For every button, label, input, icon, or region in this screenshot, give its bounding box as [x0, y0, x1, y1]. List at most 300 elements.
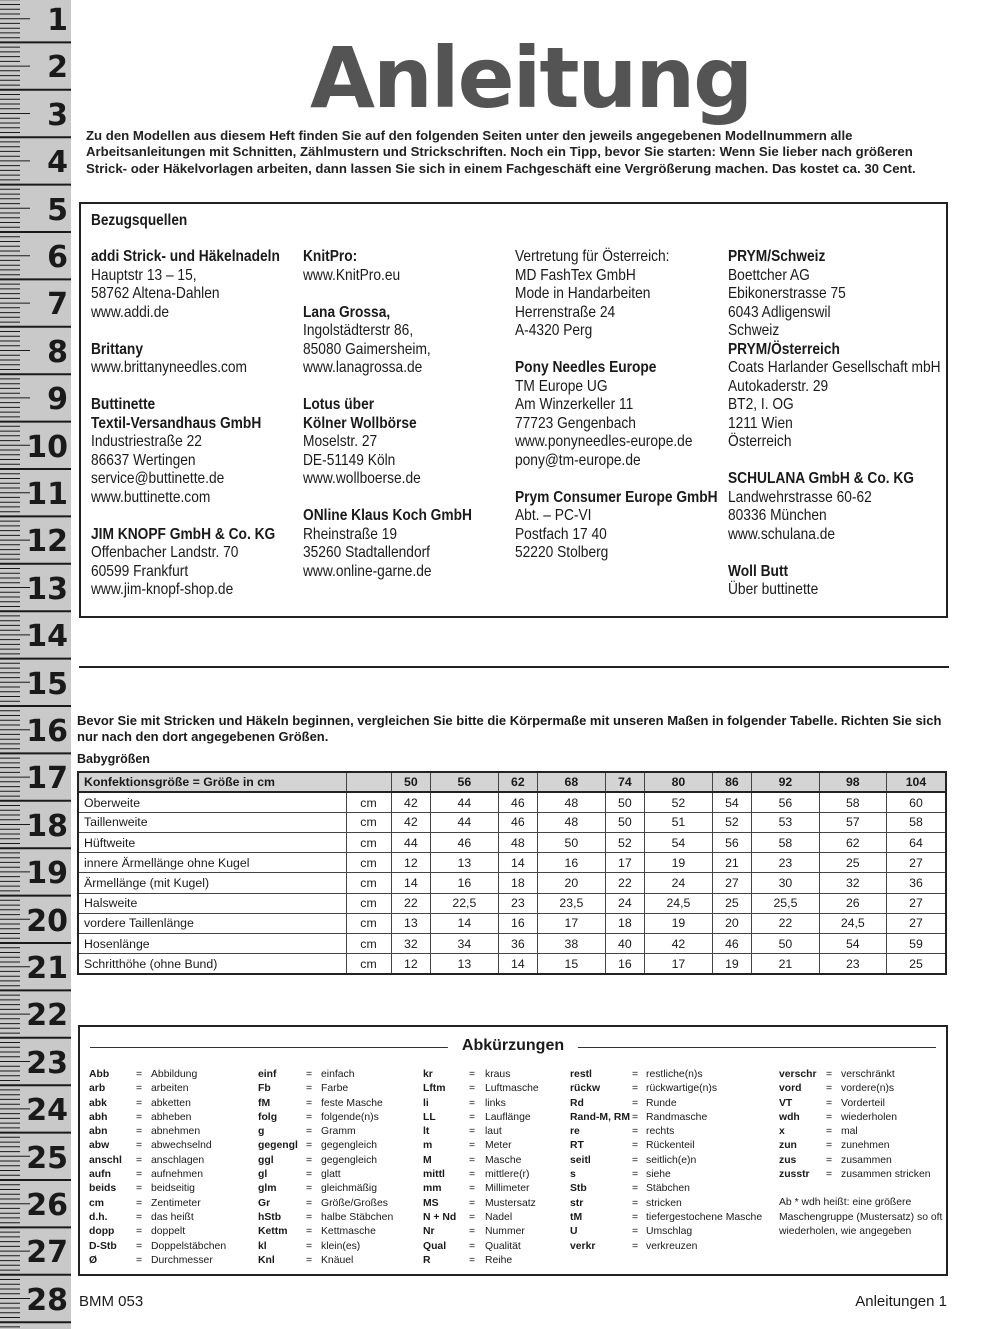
- measurement-value: 27: [886, 893, 946, 913]
- measurement-value: 23: [819, 954, 886, 974]
- abbreviation-equals: =: [826, 1140, 833, 1152]
- abbreviation-term: vord: [779, 1083, 802, 1095]
- abbreviation-equals: =: [632, 1097, 639, 1109]
- source-detail: Offenbacher Landstr. 70: [91, 544, 239, 561]
- abbreviation-equals: =: [632, 1226, 639, 1238]
- measurement-value: 19: [645, 913, 712, 933]
- measurement-value: 36: [886, 873, 946, 893]
- measurement-value: 56: [712, 833, 752, 853]
- abbreviation-equals: =: [632, 1169, 639, 1181]
- ruler-number: 19: [26, 856, 68, 892]
- abbreviation-equals: =: [136, 1097, 143, 1109]
- abbreviation-meaning: tiefergestochene Masche: [646, 1211, 763, 1223]
- abbreviation-term: rückw: [570, 1083, 601, 1095]
- abbreviation-meaning: verschränkt: [841, 1069, 895, 1080]
- abbreviation-equals: =: [826, 1083, 833, 1095]
- abbreviation-meaning: arbeiten: [151, 1083, 189, 1095]
- abbreviation-equals: =: [306, 1254, 313, 1266]
- source-detail: Postfach 17 40: [515, 525, 607, 543]
- measurement-value: 24: [605, 893, 645, 913]
- abbreviation-meaning: Farbe: [321, 1083, 349, 1095]
- measurement-value: 25: [712, 893, 752, 913]
- source-detail: www.lanagrossa.de: [303, 359, 423, 376]
- abbreviation-equals: =: [826, 1154, 833, 1166]
- measurement-value: 54: [819, 934, 886, 954]
- measurement-unit: cm: [346, 893, 391, 913]
- abbreviation-meaning: Reihe: [485, 1254, 513, 1266]
- abbreviation-meaning: laut: [485, 1126, 502, 1138]
- source-detail: BT2, I. OG: [728, 396, 794, 413]
- ruler-number: 7: [47, 287, 68, 323]
- measurement-value: 24,5: [645, 893, 712, 913]
- abbreviation-term: li: [423, 1097, 429, 1109]
- measurement-value: 46: [498, 812, 538, 832]
- measurement-value: 14: [498, 954, 538, 974]
- abbreviation-equals: =: [136, 1069, 143, 1080]
- abbreviation-meaning: abwechselnd: [151, 1140, 212, 1152]
- abbreviation-term: LL: [423, 1111, 436, 1123]
- abbreviation-meaning: seitlich(e)n: [646, 1154, 697, 1166]
- size-column-header: 56: [431, 772, 498, 792]
- abbreviation-equals: =: [469, 1126, 476, 1138]
- source-detail: www.wollboerse.de: [303, 470, 421, 487]
- measurement-value: 15: [538, 954, 605, 974]
- measurement-value: 14: [391, 873, 431, 893]
- abbreviation-meaning: verkreuzen: [646, 1240, 698, 1252]
- source-detail: service@buttinette.de: [91, 470, 225, 487]
- measurement-value: 48: [498, 833, 538, 853]
- abbreviation-term: restl: [570, 1069, 592, 1080]
- source-detail: Ingolstädterstr 86,: [303, 322, 414, 339]
- measurement-value: 58: [752, 833, 819, 853]
- abbreviation-meaning: Runde: [646, 1097, 677, 1109]
- measurement-value: 64: [886, 833, 946, 853]
- size-column-header: 50: [391, 772, 431, 792]
- list-item: [779, 1168, 949, 1182]
- abbreviation-term: glm: [258, 1183, 277, 1195]
- source-detail: TM Europe UG: [515, 377, 608, 395]
- abbreviation-meaning: rückwartige(n)s: [646, 1083, 718, 1095]
- abbreviations-box: [78, 1025, 948, 1276]
- abbreviation-equals: =: [632, 1069, 639, 1080]
- source-detail: 77723 Gengenbach: [515, 414, 636, 432]
- measurement-value: 25: [886, 954, 946, 974]
- abbreviation-meaning: stricken: [646, 1197, 682, 1209]
- abbreviation-meaning: gegengleich: [321, 1154, 378, 1166]
- abbreviation-meaning: Zentimeter: [151, 1197, 201, 1209]
- page-ruler: [0, 0, 71, 1329]
- abbreviation-equals: =: [469, 1140, 476, 1152]
- measurement-value: 32: [819, 873, 886, 893]
- abbreviation-term: gl: [258, 1169, 268, 1181]
- source-detail: 52220 Stolberg: [515, 544, 609, 561]
- source-detail: www.addi.de: [91, 303, 170, 321]
- ruler-number: 18: [26, 808, 68, 844]
- size-column-header: 62: [498, 772, 538, 792]
- abbreviation-equals: =: [826, 1069, 833, 1080]
- abbreviation-equals: =: [826, 1111, 833, 1123]
- table-row: [78, 873, 946, 893]
- table-row: [78, 833, 946, 853]
- abbreviation-equals: =: [306, 1211, 313, 1223]
- measurement-value: 16: [498, 913, 538, 933]
- measurement-value: 48: [538, 812, 605, 832]
- measurement-value: 42: [391, 812, 431, 832]
- measurement-value: 14: [431, 913, 498, 933]
- ruler-number: 12: [26, 524, 68, 560]
- measurement-value: 19: [645, 853, 712, 873]
- measurement-unit: cm: [346, 934, 391, 954]
- abbreviation-term: abh: [89, 1111, 108, 1123]
- table-row: [78, 913, 946, 933]
- source-detail: Schweiz: [728, 322, 780, 339]
- abbreviation-meaning: Masche: [485, 1154, 522, 1166]
- measurement-value: 22: [605, 873, 645, 893]
- list-item: [779, 1068, 949, 1082]
- abbreviation-term: M: [423, 1154, 432, 1166]
- size-column-header: 68: [538, 772, 605, 792]
- abbreviation-equals: =: [632, 1083, 639, 1095]
- size-table-header-label: Konfektionsgröße = Größe in cm: [78, 772, 346, 792]
- measurement-value: 14: [498, 853, 538, 873]
- abbreviation-equals: =: [306, 1126, 313, 1138]
- abbreviation-meaning: Nummer: [485, 1226, 525, 1238]
- measurement-value: 46: [498, 792, 538, 812]
- size-column-header: 74: [605, 772, 645, 792]
- measurement-value: 21: [752, 954, 819, 974]
- sources-heading: Bezugsquellen: [91, 212, 188, 229]
- measurement-value: 27: [886, 913, 946, 933]
- abbreviation-meaning: folgende(n)s: [321, 1111, 379, 1123]
- source-name: Textil-Versandhaus GmbH: [91, 414, 262, 432]
- abbreviation-term: mittl: [423, 1169, 445, 1181]
- measurement-label: vordere Taillenlänge: [78, 913, 346, 933]
- abbreviation-term: Lftm: [423, 1083, 446, 1095]
- sources-box: [79, 202, 948, 618]
- measurement-value: 16: [605, 954, 645, 974]
- source-detail: www.jim-knopf-shop.de: [91, 581, 234, 598]
- measurement-value: 52: [712, 812, 752, 832]
- source-entry: [728, 341, 968, 452]
- abbreviation-meaning: gegengleich: [321, 1140, 378, 1152]
- abbreviation-term: anschl: [89, 1154, 122, 1166]
- abbreviation-equals: =: [306, 1169, 313, 1181]
- abbreviation-term: m: [423, 1140, 433, 1152]
- abbreviation-equals: =: [632, 1140, 639, 1152]
- abbreviation-meaning: glatt: [321, 1169, 341, 1181]
- size-column-header: 86: [712, 772, 752, 792]
- abbreviation-meaning: Meter: [485, 1140, 512, 1152]
- abbreviation-meaning: einfach: [321, 1069, 355, 1080]
- abbreviation-term: lt: [423, 1126, 430, 1138]
- abbreviation-term: Fb: [258, 1083, 271, 1095]
- measurement-unit: cm: [346, 792, 391, 812]
- ruler-number: 14: [26, 619, 68, 655]
- measurement-value: 50: [752, 934, 819, 954]
- abbreviation-equals: =: [632, 1240, 639, 1252]
- ruler-number: 8: [47, 334, 68, 370]
- abbreviation-term: N + Nd: [423, 1211, 457, 1223]
- measurement-value: 32: [391, 934, 431, 954]
- list-item: [779, 1125, 949, 1139]
- intro-text: Zu den Modellen aus diesem Heft finden Sie auf den folgenden Seiten unter den jeweils angegebenen Modellnummern alle Arbeitsanleitungen mit Schnitten, Zählmustern und Strickschriften. Noch ein Tipp, bevor Sie starten: Wenn Sie lieber nach größeren Strick- oder Häkelvorlagen arbeiten, dann lassen Sie sich in einem Fachgeschäft eine Vergrößerung machen. Das kostet ca. 30 Cent.: [86, 128, 916, 176]
- abbreviation-meaning: Umschlag: [646, 1226, 693, 1238]
- source-detail: Hauptstr 13 – 15,: [91, 266, 197, 284]
- abbreviation-meaning: zusammen: [841, 1154, 892, 1166]
- size-column-header: 104: [886, 772, 946, 792]
- source-name: Kölner Wollbörse: [303, 414, 417, 432]
- measurement-value: 62: [819, 833, 886, 853]
- abbreviation-term: gegengl: [258, 1140, 298, 1152]
- measurement-value: 50: [605, 792, 645, 812]
- list-item: [779, 1097, 949, 1111]
- source-detail: Mode in Handarbeiten: [515, 285, 651, 302]
- abbreviation-term: mm: [423, 1183, 442, 1195]
- source-detail: Autokaderstr. 29: [728, 377, 829, 395]
- abbreviation-meaning: Rückenteil: [646, 1140, 695, 1152]
- source-detail: 1211 Wien: [728, 414, 793, 432]
- size-table-unit-header: [346, 772, 391, 792]
- abbreviation-meaning: Durchmesser: [151, 1254, 213, 1266]
- abbreviation-term: zus: [779, 1154, 797, 1166]
- abbreviation-meaning: mal: [841, 1126, 858, 1138]
- size-column-header: 80: [645, 772, 712, 792]
- source-name: PRYM/Schweiz: [728, 248, 826, 265]
- abbreviation-term: aufn: [89, 1169, 111, 1181]
- measurement-value: 17: [605, 853, 645, 873]
- source-detail: Moselstr. 27: [303, 433, 378, 450]
- table-row: [78, 853, 946, 873]
- measurement-value: 21: [712, 853, 752, 873]
- sources-column: [515, 248, 755, 581]
- abbreviation-term: str: [570, 1197, 584, 1209]
- source-entry: [728, 563, 968, 600]
- measurement-value: 50: [605, 812, 645, 832]
- measurement-value: 20: [538, 873, 605, 893]
- sources-column: [303, 248, 543, 600]
- measurement-value: 27: [886, 853, 946, 873]
- measurement-value: 18: [605, 913, 645, 933]
- sources-column: [728, 248, 968, 618]
- source-detail: 60599 Frankfurt: [91, 562, 189, 580]
- source-entry: [303, 396, 543, 489]
- measurement-label: Ärmellänge (mit Kugel): [78, 873, 346, 893]
- abbreviation-term: kl: [258, 1240, 267, 1252]
- abbreviation-equals: =: [306, 1197, 313, 1209]
- abbreviation-term: Qual: [423, 1240, 447, 1252]
- abbreviation-meaning: links: [485, 1097, 506, 1109]
- abbreviation-meaning: anschlagen: [151, 1154, 205, 1166]
- abbreviation-meaning: vordere(n)s: [841, 1083, 895, 1095]
- source-entry: [91, 341, 331, 378]
- ruler-number: 3: [47, 97, 68, 133]
- measurement-value: 53: [752, 812, 819, 832]
- abbreviation-equals: =: [469, 1154, 476, 1166]
- abbreviation-equals: =: [469, 1226, 476, 1238]
- source-detail: Am Winzerkeller 11: [515, 396, 634, 413]
- source-detail: 86637 Wertingen: [91, 451, 196, 469]
- measurement-value: 22: [391, 893, 431, 913]
- table-row: [78, 812, 946, 832]
- measurement-value: 12: [391, 954, 431, 974]
- abbreviation-meaning: Kettmasche: [321, 1226, 376, 1238]
- source-detail: Abt. – PC-VI: [515, 507, 592, 524]
- abbreviation-equals: =: [632, 1126, 639, 1138]
- measurement-value: 48: [538, 792, 605, 812]
- abbreviation-equals: =: [469, 1183, 476, 1195]
- ruler-number: 6: [47, 240, 68, 275]
- abbreviation-term: zun: [779, 1140, 797, 1152]
- source-entry: [303, 507, 543, 581]
- abbreviation-term: Ø: [89, 1254, 98, 1266]
- abbreviation-term: wdh: [779, 1111, 800, 1123]
- measurement-value: 20: [712, 913, 752, 933]
- source-detail: 85080 Gaimersheim,: [303, 340, 431, 358]
- table-row: [78, 893, 946, 913]
- abbreviation-meaning: aufnehmen: [151, 1169, 203, 1181]
- abbreviations-title: Abkürzungen: [448, 1037, 578, 1055]
- source-name: Buttinette: [91, 396, 156, 413]
- section-divider: [79, 666, 949, 668]
- size-intro-text: Bevor Sie mit Stricken und Häkeln beginnen, vergleichen Sie bitte die Körpermaße mit unseren Maßen in folgender Tabelle. Richten Sie sich nur nach den dort angegebenen Größen.: [77, 713, 942, 744]
- abbreviation-term: Nr: [423, 1226, 435, 1238]
- abbreviation-equals: =: [632, 1111, 639, 1123]
- abbreviation-term: x: [779, 1126, 785, 1138]
- source-detail: 80336 München: [728, 507, 827, 524]
- abbreviation-term: folg: [258, 1111, 278, 1123]
- source-entry: [91, 248, 331, 322]
- ruler-number: 26: [26, 1188, 68, 1223]
- abbreviation-meaning: Stäbchen: [646, 1183, 690, 1195]
- measurement-value: 25,5: [752, 893, 819, 913]
- abbreviation-equals: =: [632, 1197, 639, 1209]
- abbreviation-meaning: gleichmäßig: [321, 1183, 378, 1195]
- source-name: Lana Grossa,: [303, 303, 391, 321]
- abbreviation-meaning: Randmasche: [646, 1111, 708, 1123]
- source-detail: 6043 Adligenswil: [728, 303, 831, 321]
- abbreviation-term: hStb: [258, 1211, 282, 1223]
- ruler-number: 21: [26, 951, 68, 986]
- measurement-value: 58: [819, 792, 886, 812]
- abbreviation-equals: =: [136, 1197, 143, 1209]
- ruler-number: 2: [47, 50, 68, 86]
- source-detail: MD FashTex GmbH: [515, 266, 636, 284]
- source-detail: Vertretung für Österreich:: [515, 248, 670, 265]
- measurement-value: 23: [752, 853, 819, 873]
- measurement-value: 60: [886, 792, 946, 812]
- abbreviation-term: verkr: [570, 1240, 596, 1252]
- abbreviation-equals: =: [469, 1069, 476, 1080]
- source-name: SCHULANA GmbH & Co. KG: [728, 470, 915, 487]
- source-detail: Herrenstraße 24: [515, 303, 616, 321]
- source-detail: Österreich: [728, 433, 792, 450]
- measurement-label: Oberweite: [78, 792, 346, 812]
- measurement-value: 42: [391, 792, 431, 812]
- abbreviation-term: Kettm: [258, 1226, 288, 1238]
- list-item: [779, 1154, 949, 1168]
- measurement-label: Taillenweite: [78, 812, 346, 832]
- sources-column: [91, 248, 331, 618]
- source-detail: Boettcher AG: [728, 266, 810, 284]
- measurement-value: 57: [819, 812, 886, 832]
- measurement-value: 30: [752, 873, 819, 893]
- source-detail: pony@tm-europe.de: [515, 451, 641, 469]
- measurement-unit: cm: [346, 833, 391, 853]
- abbreviation-term: s: [570, 1169, 576, 1181]
- measurement-value: 17: [538, 913, 605, 933]
- abbreviation-term: arb: [89, 1083, 106, 1095]
- ruler-number: 24: [26, 1093, 68, 1129]
- list-item: [779, 1082, 949, 1096]
- abbreviation-meaning: siehe: [646, 1169, 671, 1181]
- ruler-number: 11: [26, 477, 68, 512]
- abbreviation-term: einf: [258, 1069, 277, 1080]
- abbreviation-meaning: Lauflänge: [485, 1111, 531, 1123]
- abbreviation-equals: =: [469, 1211, 476, 1223]
- measurement-unit: cm: [346, 812, 391, 832]
- abbreviation-equals: =: [632, 1211, 639, 1223]
- abbreviation-equals: =: [306, 1083, 313, 1095]
- source-detail: www.brittanyneedles.com: [91, 359, 248, 376]
- abbreviation-equals: =: [136, 1169, 143, 1181]
- abbreviation-equals: =: [469, 1083, 476, 1095]
- source-detail: www.online-garne.de: [303, 562, 432, 580]
- abbreviation-equals: =: [306, 1140, 313, 1152]
- abbreviation-meaning: Millimeter: [485, 1183, 530, 1195]
- source-detail: www.buttinette.com: [91, 488, 211, 506]
- abbreviation-meaning: abnehmen: [151, 1126, 201, 1138]
- source-name: Pony Needles Europe: [515, 359, 657, 376]
- measurement-value: 19: [712, 954, 752, 974]
- abbreviation-meaning: Vorderteil: [841, 1097, 885, 1109]
- abbreviation-meaning: zusammen stricken: [841, 1169, 931, 1181]
- measurement-value: 13: [431, 954, 498, 974]
- abbreviation-term: cm: [89, 1197, 105, 1209]
- abbreviation-meaning: abheben: [151, 1111, 192, 1123]
- measurement-value: 23: [498, 893, 538, 913]
- abbreviation-equals: =: [136, 1140, 143, 1152]
- source-name: Brittany: [91, 340, 143, 358]
- abbreviation-equals: =: [469, 1197, 476, 1209]
- abbreviation-equals: =: [136, 1154, 143, 1166]
- measurement-value: 40: [605, 934, 645, 954]
- measurement-value: 54: [712, 792, 752, 812]
- abbreviation-equals: =: [136, 1111, 143, 1123]
- abbreviation-equals: =: [306, 1097, 313, 1109]
- abbreviation-meaning: Mustersatz: [485, 1197, 536, 1209]
- measurement-value: 44: [431, 812, 498, 832]
- abbreviation-meaning: Abbildung: [151, 1069, 198, 1080]
- measurement-label: innere Ärmellänge ohne Kugel: [78, 853, 346, 873]
- measurement-value: 16: [538, 853, 605, 873]
- measurement-value: 22,5: [431, 893, 498, 913]
- abbreviation-meaning: zunehmen: [841, 1140, 890, 1152]
- measurement-value: 46: [431, 833, 498, 853]
- abbreviation-equals: =: [632, 1183, 639, 1195]
- source-detail: www.KnitPro.eu: [303, 266, 401, 284]
- source-detail: Über buttinette: [728, 581, 819, 598]
- abbreviation-meaning: Nadel: [485, 1211, 513, 1223]
- measurement-value: 13: [431, 853, 498, 873]
- abbreviation-equals: =: [469, 1111, 476, 1123]
- measurement-label: Hosenlänge: [78, 934, 346, 954]
- ruler-number: 27: [26, 1235, 68, 1271]
- measurement-value: 17: [645, 954, 712, 974]
- source-name: Prym Consumer Europe GmbH: [515, 488, 718, 506]
- abbreviation-equals: =: [306, 1240, 313, 1252]
- abbreviation-term: seitl: [570, 1154, 591, 1166]
- measurement-label: Halsweite: [78, 893, 346, 913]
